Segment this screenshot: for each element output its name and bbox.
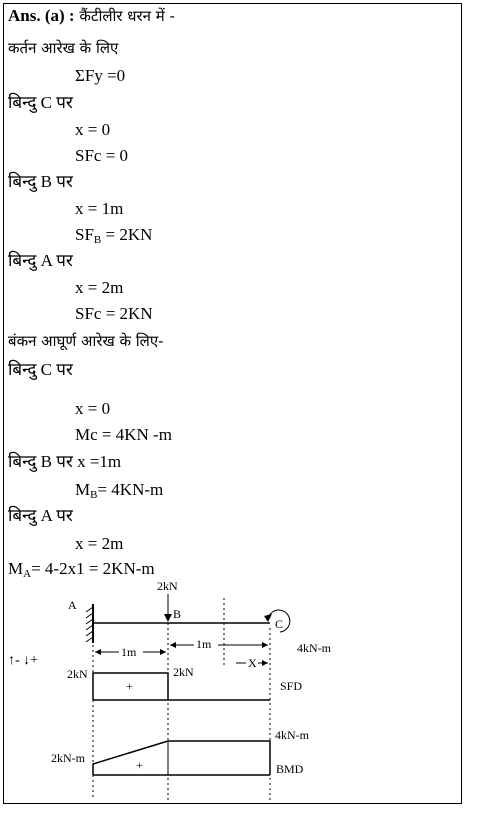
point-a-x: x = 2m [75,278,124,297]
bmd-top-value: 4kN-m [275,728,309,742]
sfd-label: SFD [280,679,303,693]
bmd-plus: + [136,758,143,772]
point-b-moment: $M_B= 4KN-m$ [75,480,164,501]
bmd-left-value: 2kN-m [51,751,85,765]
point-b-shear: $SF_B = 2KN$ [75,225,153,246]
point-c-label: C [275,617,284,631]
point-c-moment: Mc = 4KN -m [75,425,172,444]
sfd-right-value: 2kN [173,665,194,679]
fixed-support-hatch [86,607,93,642]
point-c-x-2: x = 0 [75,399,111,418]
bmd-outline [93,741,270,775]
moment-arrow-head [264,614,272,622]
sfd-plus: + [126,679,133,693]
answer-label: Ans. (a) : [8,6,75,25]
point-c-heading-2: बिन्दु C पर [8,360,73,379]
point-c-x: x = 0 [75,120,111,139]
heading-text: कैंटीलीर धरन में - [74,7,175,25]
point-c-shear: SFc = 0 [75,146,129,165]
load-arrow-head [164,614,172,622]
vertical-guides [93,598,270,800]
bmd-label: BMD [276,762,304,776]
point-c-heading: बिन्दु C पर [8,93,73,112]
point-b-label: B [173,607,182,621]
point-b-x: x = 1m [75,199,124,218]
point-a-label: A [68,598,77,612]
sfd-left-value: 2kN [67,667,88,681]
dim-label-left: 1m [121,645,137,659]
point-a-x-2: x = 2m [75,534,124,553]
point-b-heading: बिन्दु B पर [8,172,73,191]
point-a-moment: $M_A= 4-2x1 = 2KN-m$ [8,559,155,580]
bmd-section-title: बंकन आघूर्ण आरेख के लिए- [8,332,164,350]
dim-label-right: 1m [196,637,212,651]
load-label: 2kN [157,579,178,593]
sfd-section-title: कर्तन आरेख के लिए [8,39,119,57]
sign-convention: ↑- ↓+ [8,653,39,668]
moment-label: 4kN-m [297,641,331,655]
point-a-heading-2: बिन्दु A पर [8,506,73,525]
x-label: X [248,656,257,670]
equilibrium-eq: ΣFy =0 [75,66,126,85]
point-a-heading: बिन्दु A पर [8,251,73,270]
point-b-heading-2: बिन्दु B पर x =1m [8,452,122,471]
point-a-shear: SFc = 2KN [75,304,153,323]
